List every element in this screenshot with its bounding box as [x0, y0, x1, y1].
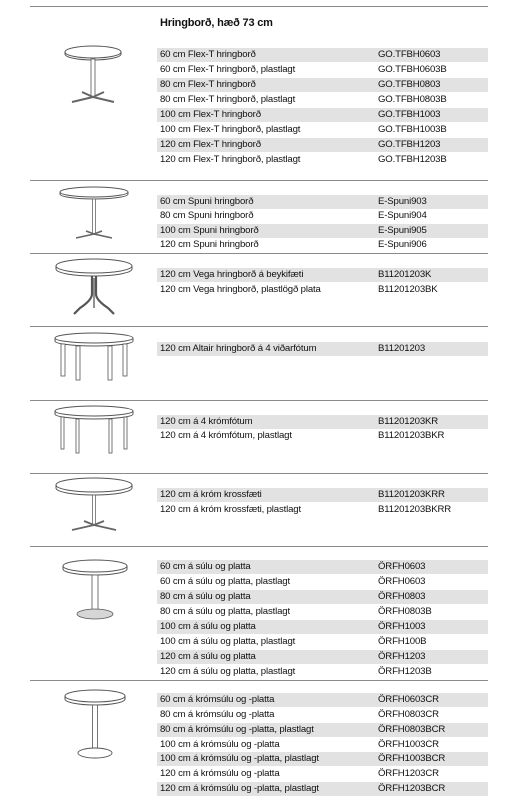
product-name: 60 cm á krómsúlu og -platta: [160, 694, 275, 705]
top-divider: [30, 6, 488, 7]
product-row: [157, 138, 488, 152]
product-code: B11201203BKR: [378, 430, 445, 441]
product-name: 120 cm á súlu og platta: [160, 651, 256, 662]
product-name: 120 cm Vega hringborð á beykifæti: [160, 269, 304, 280]
flex-t-table-image: [58, 42, 128, 108]
product-name: 100 cm á krómsúlu og -platta, plastlagt: [160, 753, 319, 764]
product-name: 120 cm Spuni hringborð: [160, 239, 259, 250]
product-row: [157, 488, 488, 502]
product-name: 80 cm á krómsúlu og -platta: [160, 709, 275, 720]
product-row: [157, 238, 488, 252]
altair-table-image: [52, 330, 136, 386]
product-code: ÖRFH100B: [378, 636, 427, 647]
product-row: [157, 93, 488, 107]
product-row: [157, 429, 488, 443]
product-code: E-Spuni904: [378, 210, 427, 221]
product-row: [157, 590, 488, 604]
product-row: [157, 665, 488, 679]
product-code: ÖRFH0603CR: [378, 694, 439, 705]
section-divider: [30, 253, 488, 254]
product-name: 120 cm á krómsúlu og -platta, plastlagt: [160, 783, 319, 794]
product-row: [157, 268, 488, 282]
section-divider: [30, 400, 488, 401]
product-row: [157, 723, 488, 737]
product-row: [157, 108, 488, 122]
product-code: B11201203K: [378, 269, 432, 280]
product-name: 100 cm á súlu og platta: [160, 621, 256, 632]
product-row: [157, 560, 488, 574]
product-name: 120 cm Flex-T hringborð: [160, 139, 261, 150]
product-code: GO.TFBH0603B: [378, 64, 447, 75]
product-code: ÖRFH1203BCR: [378, 783, 446, 794]
product-row: [157, 693, 488, 707]
product-code: ÖRFH1003: [378, 621, 426, 632]
product-name: 60 cm á súlu og platta: [160, 561, 251, 572]
product-row: [157, 123, 488, 137]
product-code: ÖRFH0803: [378, 591, 426, 602]
section-divider: [30, 180, 488, 181]
product-row: [157, 415, 488, 429]
product-row: [157, 153, 488, 167]
product-name: 120 cm Altair hringborð á 4 viðarfótum: [160, 343, 317, 354]
chrome-column-table-image: [60, 688, 130, 762]
product-row: [157, 195, 488, 209]
product-code: E-Spuni903: [378, 196, 427, 207]
product-name: 60 cm á súlu og platta, plastlagt: [160, 576, 290, 587]
product-name: 60 cm Spuni hringborð: [160, 196, 254, 207]
product-row: [157, 503, 488, 517]
product-code: E-Spuni905: [378, 225, 427, 236]
product-row: [157, 620, 488, 634]
product-name: 80 cm á súlu og platta, plastlagt: [160, 606, 290, 617]
product-name: 120 cm á krómsúlu og -platta: [160, 768, 280, 779]
product-row: [157, 224, 488, 238]
product-code: B11201203KR: [378, 416, 439, 427]
product-name: 100 cm Spuni hringborð: [160, 225, 259, 236]
section-divider: [30, 680, 488, 681]
product-name: 100 cm Flex-T hringborð, plastlagt: [160, 124, 301, 135]
product-code: E-Spuni906: [378, 239, 427, 250]
product-row: [157, 767, 488, 781]
product-code: ÖRFH0803BCR: [378, 724, 446, 735]
product-row: [157, 283, 488, 297]
product-row: [157, 635, 488, 649]
page-title: Hringborð, hæð 73 cm: [160, 17, 273, 29]
product-name: 80 cm Flex-T hringborð, plastlagt: [160, 94, 296, 105]
product-code: ÖRFH0603: [378, 561, 426, 572]
product-row: [157, 738, 488, 752]
product-name: 100 cm á súlu og platta, plastlagt: [160, 636, 296, 647]
product-row: [157, 650, 488, 664]
product-row: [157, 605, 488, 619]
product-name: 80 cm á krómsúlu og -platta, plastlagt: [160, 724, 314, 735]
product-code: ÖRFH0603: [378, 576, 426, 587]
product-name: 120 cm á 4 krómfótum: [160, 416, 253, 427]
product-code: GO.TFBH0803B: [378, 94, 447, 105]
product-code: ÖRFH0803B: [378, 606, 432, 617]
product-code: B11201203BKRR: [378, 504, 452, 515]
section-divider: [30, 546, 488, 547]
product-row: [157, 782, 488, 796]
product-row: [157, 78, 488, 92]
product-code: GO.TFBH1003B: [378, 124, 447, 135]
spuni-table-image: [56, 184, 132, 244]
product-code: ÖRFH1003BCR: [378, 753, 446, 764]
product-row: [157, 48, 488, 62]
vega-table-image: [52, 256, 136, 318]
product-name: 120 cm Flex-T hringborð, plastlagt: [160, 154, 301, 165]
product-name: 120 cm á súlu og platta, plastlagt: [160, 666, 296, 677]
chrome-legs-table-image: [52, 403, 136, 459]
product-name: 120 cm á 4 krómfótum, plastlagt: [160, 430, 292, 441]
product-row: [157, 752, 488, 766]
product-name: 60 cm Flex-T hringborð: [160, 49, 256, 60]
product-row: [157, 342, 488, 356]
section-divider: [30, 473, 488, 474]
product-name: 60 cm Flex-T hringborð, plastlagt: [160, 64, 296, 75]
product-code: ÖRFH1203: [378, 651, 426, 662]
section-divider: [30, 326, 488, 327]
product-code: ÖRFH1203CR: [378, 768, 439, 779]
product-code: ÖRFH1203B: [378, 666, 432, 677]
product-name: 80 cm Spuni hringborð: [160, 210, 254, 221]
product-code: B11201203KRR: [378, 489, 445, 500]
product-row: [157, 708, 488, 722]
product-name: 120 cm á króm krossfæti, plastlagt: [160, 504, 301, 515]
product-row: [157, 63, 488, 77]
product-name: 80 cm á súlu og platta: [160, 591, 251, 602]
product-code: ÖRFH0803CR: [378, 709, 439, 720]
product-code: ÖRFH1003CR: [378, 739, 439, 750]
product-code: GO.TFBH0603: [378, 49, 441, 60]
product-code: GO.TFBH1203B: [378, 154, 447, 165]
product-name: 100 cm Flex-T hringborð: [160, 109, 261, 120]
product-code: B11201203: [378, 343, 426, 354]
product-row: [157, 575, 488, 589]
column-table-image: [60, 558, 130, 624]
product-code: GO.TFBH1203: [378, 139, 441, 150]
product-name: 100 cm á krómsúlu og -platta: [160, 739, 280, 750]
product-code: B11201203BK: [378, 284, 438, 295]
product-name: 80 cm Flex-T hringborð: [160, 79, 256, 90]
chrome-cross-table-image: [52, 476, 136, 536]
product-code: GO.TFBH0803: [378, 79, 441, 90]
product-name: 120 cm á króm krossfæti: [160, 489, 262, 500]
product-code: GO.TFBH1003: [378, 109, 441, 120]
product-name: 120 cm Vega hringborð, plastlögð plata: [160, 284, 321, 295]
product-row: [157, 209, 488, 223]
